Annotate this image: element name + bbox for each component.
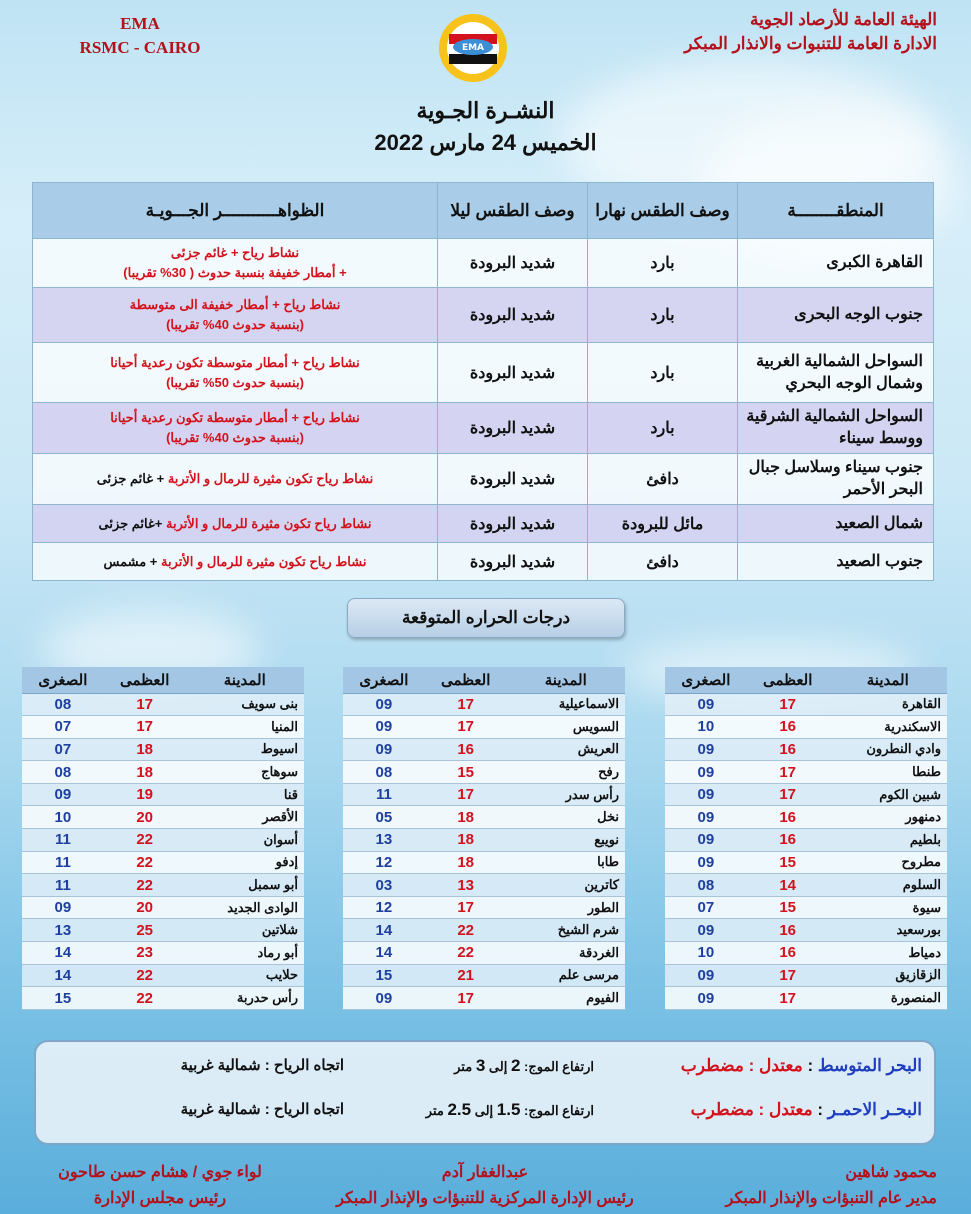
header-city: المدينة (507, 667, 625, 693)
table-row (343, 874, 625, 897)
city-cell: اسيوط (186, 738, 304, 761)
city-cell: العريش (507, 738, 625, 761)
table-row (33, 288, 934, 343)
min-temp-cell: 09 (665, 964, 747, 987)
max-temp-cell: 18 (104, 761, 186, 784)
header-city: المدينة (186, 667, 304, 693)
signature-right (637, 1160, 937, 1212)
signature-title: مدير عام التنبؤات والإنذار المبكر (725, 1190, 937, 1207)
night-cell: شديد البرودة (438, 505, 588, 543)
max-temp-cell: 23 (104, 942, 186, 965)
header-max: العظمى (425, 667, 507, 693)
max-temp-cell: 22 (104, 964, 186, 987)
phenomena-cell (33, 343, 438, 403)
table-row (665, 919, 947, 942)
night-cell: شديد البرودة (438, 288, 588, 343)
logo-text: EMA (461, 43, 485, 53)
phenomena-line: نشاط رياح تكون مثيرة للرمال و الأتربة (161, 553, 367, 569)
table-row (343, 783, 625, 806)
min-temp-cell: 14 (22, 964, 104, 987)
temperature-table-header (22, 667, 304, 693)
signature-name: محمود شاهين (845, 1164, 937, 1181)
sea-conditions-box (34, 1040, 936, 1145)
phenomena-line: + أمطار خفيفة بنسبة حدوث ( 30% تقريبا) (123, 265, 347, 280)
min-temp-cell: 07 (22, 738, 104, 761)
city-cell: أسوان (186, 829, 304, 852)
max-temp-cell: 17 (425, 783, 507, 806)
wave-height: ارتفاع الموج: 2 إلى 3 متر (454, 1056, 594, 1075)
table-row (22, 874, 304, 897)
max-temp-cell: 13 (425, 874, 507, 897)
table-row (22, 851, 304, 874)
min-temp-cell: 08 (665, 874, 747, 897)
city-cell: الأقصر (186, 806, 304, 829)
max-temp-cell: 18 (425, 806, 507, 829)
city-cell: رفح (507, 761, 625, 784)
city-cell: رأس حدربة (186, 987, 304, 1010)
min-temp-cell: 09 (665, 919, 747, 942)
max-temp-cell: 21 (425, 964, 507, 987)
bulletin-date: الخميس 24 مارس 2022 (374, 130, 597, 155)
table-row (665, 942, 947, 965)
max-temp-cell: 16 (747, 806, 829, 829)
table-row (665, 896, 947, 919)
header-phenomena: الظواهـــــــــــر الجـــويـة (33, 183, 438, 239)
city-cell: دمياط (829, 942, 947, 965)
min-temp-cell: 11 (22, 874, 104, 897)
night-cell: شديد البرودة (438, 343, 588, 403)
table-row (665, 738, 947, 761)
expected-temperatures-label: درجات الحراره المتوقعة (347, 598, 625, 638)
max-temp-cell: 16 (747, 829, 829, 852)
max-temp-cell: 17 (425, 716, 507, 739)
max-temp-cell: 25 (104, 919, 186, 942)
rsmc-label: RSMC - CAIRO (79, 38, 201, 57)
phenomena-cell (33, 403, 438, 454)
max-temp-cell: 18 (425, 829, 507, 852)
max-temp-cell: 17 (747, 761, 829, 784)
city-cell: الطور (507, 896, 625, 919)
city-cell: الاسكندرية (829, 716, 947, 739)
region-cell: جنوب سيناء وسلاسل جبال البحر الأحمر (738, 454, 934, 505)
day-cell: بارد (588, 403, 738, 454)
wind-direction: اتجاه الرياح : شمالية غربية (180, 1101, 344, 1118)
max-temp-cell: 20 (104, 806, 186, 829)
sea-row-red-sea (36, 1100, 934, 1130)
wind-direction: اتجاه الرياح : شمالية غربية (180, 1057, 344, 1074)
city-cell: نويبع (507, 829, 625, 852)
temperature-table-left (22, 667, 304, 1010)
header-max: العظمى (104, 667, 186, 693)
table-row (22, 942, 304, 965)
table-row (665, 693, 947, 716)
phenomena-line: + مشمس (103, 553, 158, 569)
night-cell: شديد البرودة (438, 454, 588, 505)
phenomena-line: +غائم جزئى (98, 515, 163, 531)
city-cell: نخل (507, 806, 625, 829)
temperature-table-right (665, 667, 947, 1010)
max-temp-cell: 14 (747, 874, 829, 897)
max-temp-cell: 18 (425, 851, 507, 874)
header-max: العظمى (747, 667, 829, 693)
table-row (33, 454, 934, 505)
signature-left (30, 1160, 290, 1212)
city-cell: بورسعيد (829, 919, 947, 942)
table-row (22, 919, 304, 942)
city-cell: شبين الكوم (829, 783, 947, 806)
max-temp-cell: 22 (104, 874, 186, 897)
min-temp-cell: 15 (22, 987, 104, 1010)
min-temp-cell: 09 (665, 783, 747, 806)
region-cell: القاهرة الكبرى (738, 239, 934, 288)
city-cell: سوهاج (186, 761, 304, 784)
region-cell: السواحل الشمالية الشرقية ووسط سيناء (738, 403, 934, 454)
city-cell: قنا (186, 783, 304, 806)
city-cell: طابا (507, 851, 625, 874)
table-row (33, 239, 934, 288)
day-cell: مائل للبرودة (588, 505, 738, 543)
phenomena-line: نشاط رياح تكون مثيرة للرمال و الأتربة (166, 515, 372, 531)
signature-name: عبدالغفار آدم (441, 1164, 529, 1181)
min-temp-cell: 11 (343, 783, 425, 806)
bulletin-title: النشـرة الجـوية (416, 98, 555, 123)
phenomena-cell (33, 505, 438, 543)
table-row (665, 874, 947, 897)
min-temp-cell: 09 (665, 806, 747, 829)
table-row (343, 942, 625, 965)
authority-name: الهيئة العامة للأرصاد الجوية (749, 10, 937, 29)
phenomena-line: نشاط رياح تكون مثيرة للرمال و الأتربة (167, 471, 374, 486)
min-temp-cell: 07 (665, 896, 747, 919)
max-temp-cell: 22 (104, 987, 186, 1010)
phenomena-line: نشاط رياح + غائم جزئى (170, 245, 300, 260)
city-cell: المنيا (186, 716, 304, 739)
header-day: وصف الطقس نهارا (588, 183, 738, 239)
table-row (665, 716, 947, 739)
max-temp-cell: 15 (747, 851, 829, 874)
min-temp-cell: 03 (343, 874, 425, 897)
city-cell: الزقازيق (829, 964, 947, 987)
city-cell: الغردقة (507, 942, 625, 965)
city-cell: أبو سمبل (186, 874, 304, 897)
region-cell: جنوب الوجه البحرى (738, 288, 934, 343)
min-temp-cell: 13 (22, 919, 104, 942)
day-cell: بارد (588, 288, 738, 343)
city-cell: مطروح (829, 851, 947, 874)
min-temp-cell: 09 (343, 987, 425, 1010)
max-temp-cell: 17 (104, 693, 186, 716)
sea-name: البحر المتوسط : معتدل : مضطرب (680, 1056, 922, 1075)
phenomena-line: (بنسبة حدوث 50% تقريبا) (166, 374, 304, 390)
phenomena-cell (33, 454, 438, 505)
table-row (22, 761, 304, 784)
city-cell: السويس (507, 716, 625, 739)
table-row (33, 403, 934, 454)
table-row (22, 693, 304, 716)
city-cell: دمنهور (829, 806, 947, 829)
min-temp-cell: 09 (665, 829, 747, 852)
min-temp-cell: 15 (343, 964, 425, 987)
department-name: الادارة العامة للتنبوات والانذار المبكر (684, 34, 937, 53)
max-temp-cell: 22 (425, 919, 507, 942)
ema-logo (437, 12, 509, 84)
max-temp-cell: 16 (425, 738, 507, 761)
header-left (40, 12, 240, 60)
min-temp-cell: 09 (665, 738, 747, 761)
table-row (33, 543, 934, 581)
table-row (22, 829, 304, 852)
phenomena-cell (33, 288, 438, 343)
min-temp-cell: 09 (343, 693, 425, 716)
max-temp-cell: 22 (104, 851, 186, 874)
header-right (684, 8, 937, 56)
min-temp-cell: 10 (22, 806, 104, 829)
day-cell: دافئ (588, 454, 738, 505)
min-temp-cell: 09 (665, 851, 747, 874)
city-cell: شلاتين (186, 919, 304, 942)
table-row (665, 851, 947, 874)
table-row (665, 829, 947, 852)
table-row (343, 738, 625, 761)
min-temp-cell: 09 (22, 783, 104, 806)
min-temp-cell: 14 (343, 942, 425, 965)
night-cell: شديد البرودة (438, 239, 588, 288)
table-row (343, 896, 625, 919)
city-cell: طنطا (829, 761, 947, 784)
max-temp-cell: 22 (104, 829, 186, 852)
min-temp-cell: 12 (343, 851, 425, 874)
max-temp-cell: 18 (104, 738, 186, 761)
phenomena-line: + غائم جزئى (96, 471, 165, 486)
table-row (343, 716, 625, 739)
table-row (22, 964, 304, 987)
table-row (665, 806, 947, 829)
table-row (343, 829, 625, 852)
max-temp-cell: 17 (425, 987, 507, 1010)
night-cell: شديد البرودة (438, 543, 588, 581)
signature-name: لواء جوي / هشام حسن طاحون (58, 1164, 262, 1181)
max-temp-cell: 17 (747, 964, 829, 987)
header-min: الصغرى (22, 667, 104, 693)
city-cell: مرسى علم (507, 964, 625, 987)
phenomena-cell (33, 239, 438, 288)
day-cell: بارد (588, 343, 738, 403)
min-temp-cell: 14 (343, 919, 425, 942)
min-temp-cell: 11 (22, 851, 104, 874)
max-temp-cell: 20 (104, 896, 186, 919)
sea-name: البحـر الاحمـر : معتدل : مضطرب (690, 1100, 922, 1119)
table-row (665, 761, 947, 784)
table-row (343, 806, 625, 829)
phenomena-line: نشاط رياح + أمطار خفيفة الى متوسطة (129, 297, 341, 312)
min-temp-cell: 09 (343, 738, 425, 761)
table-row (22, 806, 304, 829)
city-cell: شرم الشيخ (507, 919, 625, 942)
city-cell: كاترين (507, 874, 625, 897)
max-temp-cell: 19 (104, 783, 186, 806)
sea-row-mediterranean (36, 1056, 934, 1086)
city-cell: أبو رماد (186, 942, 304, 965)
weather-table-header (33, 183, 934, 239)
max-temp-cell: 17 (104, 716, 186, 739)
temperature-table-header (343, 667, 625, 693)
phenomena-line: (بنسبة حدوث 40% تقريبا) (166, 317, 304, 332)
min-temp-cell: 09 (665, 987, 747, 1010)
signature-middle (310, 1160, 660, 1212)
table-row (22, 716, 304, 739)
table-row (22, 783, 304, 806)
header-min: الصغرى (665, 667, 747, 693)
table-row (343, 987, 625, 1010)
max-temp-cell: 17 (747, 987, 829, 1010)
table-row (343, 761, 625, 784)
city-cell: رأس سدر (507, 783, 625, 806)
min-temp-cell: 09 (665, 693, 747, 716)
min-temp-cell: 08 (22, 761, 104, 784)
min-temp-cell: 09 (22, 896, 104, 919)
header-region: المنطقــــــــة (738, 183, 934, 239)
day-cell: بارد (588, 239, 738, 288)
table-row (343, 919, 625, 942)
city-cell: القاهرة (829, 693, 947, 716)
table-row (22, 896, 304, 919)
max-temp-cell: 16 (747, 942, 829, 965)
city-cell: وادي النطرون (829, 738, 947, 761)
min-temp-cell: 13 (343, 829, 425, 852)
city-cell: بلطيم (829, 829, 947, 852)
wave-height: ارتفاع الموج: 1.5 إلى 2.5 متر (425, 1100, 594, 1119)
city-cell: حلايب (186, 964, 304, 987)
ema-label: EMA (120, 14, 160, 33)
max-temp-cell: 16 (747, 919, 829, 942)
max-temp-cell: 15 (425, 761, 507, 784)
table-row (665, 783, 947, 806)
max-temp-cell: 17 (747, 783, 829, 806)
min-temp-cell: 08 (22, 693, 104, 716)
region-cell: شمال الصعيد (738, 505, 934, 543)
table-row (665, 964, 947, 987)
city-cell: الفيوم (507, 987, 625, 1010)
header-min: الصغرى (343, 667, 425, 693)
min-temp-cell: 05 (343, 806, 425, 829)
city-cell: سيوة (829, 896, 947, 919)
min-temp-cell: 07 (22, 716, 104, 739)
max-temp-cell: 22 (425, 942, 507, 965)
max-temp-cell: 17 (425, 693, 507, 716)
max-temp-cell: 16 (747, 738, 829, 761)
signature-title: رئيس الإدارة المركزية للتنبؤات والإنذار المبكر (336, 1190, 634, 1207)
region-cell: السواحل الشمالية الغربية وشمال الوجه البحري (738, 343, 934, 403)
phenomena-line: نشاط رياح + أمطار متوسطة تكون رعدية أحيانا (110, 410, 360, 425)
table-row (665, 987, 947, 1010)
min-temp-cell: 14 (22, 942, 104, 965)
min-temp-cell: 12 (343, 896, 425, 919)
city-cell: إدفو (186, 851, 304, 874)
table-row (33, 505, 934, 543)
phenomena-line: (بنسبة حدوث 40% تقريبا) (166, 430, 304, 445)
max-temp-cell: 15 (747, 896, 829, 919)
min-temp-cell: 11 (22, 829, 104, 852)
header-night: وصف الطقس ليلا (438, 183, 588, 239)
city-cell: المنصورة (829, 987, 947, 1010)
max-temp-cell: 16 (747, 716, 829, 739)
temperature-table-header (665, 667, 947, 693)
min-temp-cell: 10 (665, 716, 747, 739)
min-temp-cell: 09 (665, 761, 747, 784)
region-cell: جنوب الصعيد (738, 543, 934, 581)
max-temp-cell: 17 (425, 896, 507, 919)
city-cell: الاسماعيلية (507, 693, 625, 716)
phenomena-cell (33, 543, 438, 581)
max-temp-cell: 17 (747, 693, 829, 716)
temperature-table-middle (343, 667, 625, 1010)
table-row (22, 987, 304, 1010)
min-temp-cell: 08 (343, 761, 425, 784)
table-row (33, 343, 934, 403)
table-row (22, 738, 304, 761)
table-row (343, 693, 625, 716)
min-temp-cell: 09 (343, 716, 425, 739)
night-cell: شديد البرودة (438, 403, 588, 454)
weather-table (32, 182, 934, 581)
table-row (343, 964, 625, 987)
table-row (343, 851, 625, 874)
phenomena-line: نشاط رياح + أمطار متوسطة تكون رعدية أحيانا (110, 354, 360, 370)
city-cell: بنى سويف (186, 693, 304, 716)
signature-title: رئيس مجلس الإدارة (93, 1190, 227, 1207)
header-city: المدينة (829, 667, 947, 693)
day-cell: دافئ (588, 543, 738, 581)
min-temp-cell: 10 (665, 942, 747, 965)
city-cell: السلوم (829, 874, 947, 897)
city-cell: الوادى الجديد (186, 896, 304, 919)
